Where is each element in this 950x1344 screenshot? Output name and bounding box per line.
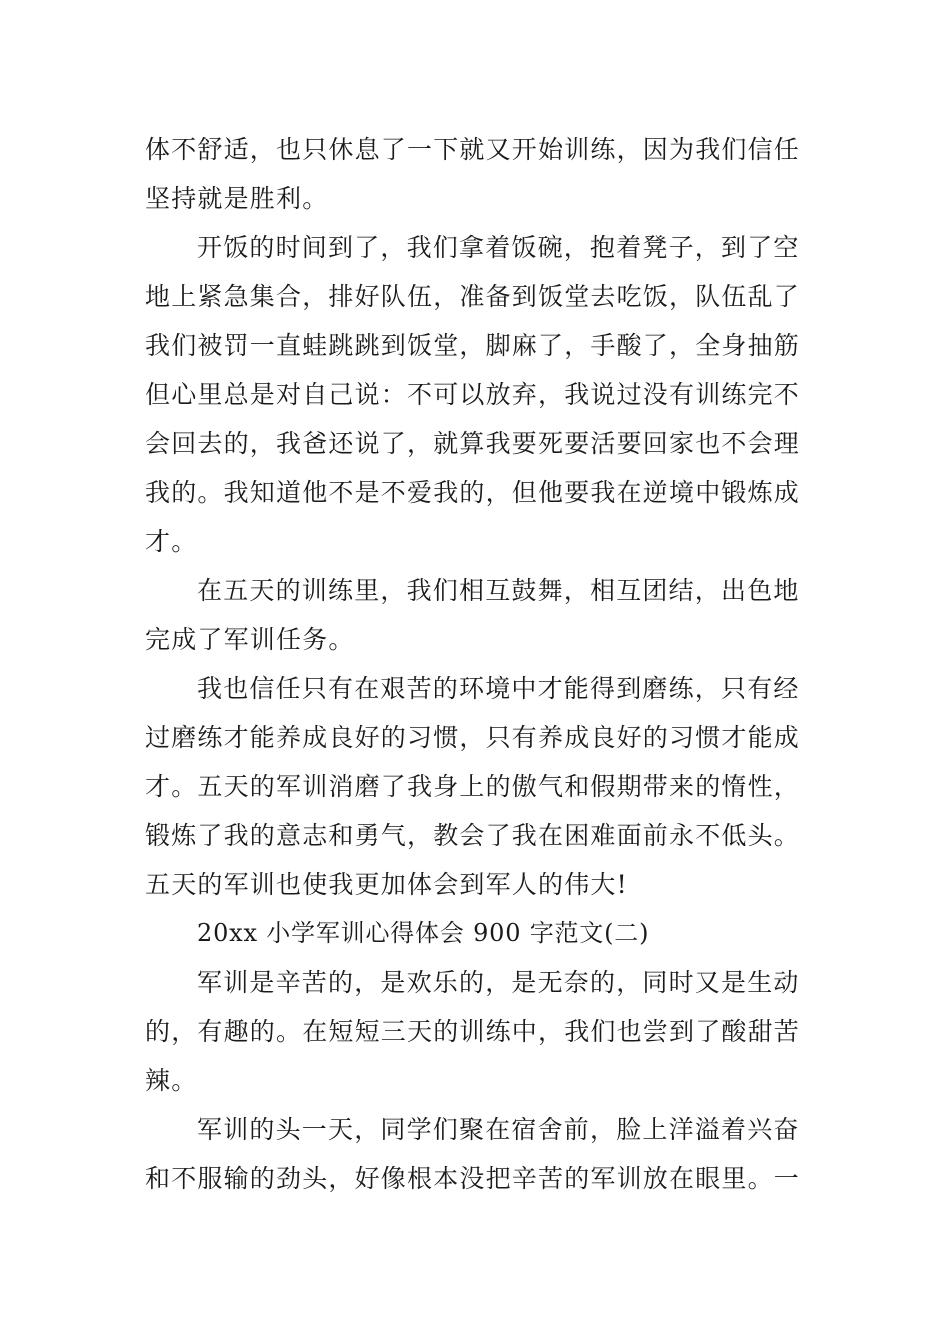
text-line: 和不服输的劲头，好像根本没把辛苦的军训放在眼里。一 bbox=[145, 1164, 801, 1193]
paragraph-first-line: 在五天的训练里，我们相互鼓舞，相互团结，出色地 bbox=[197, 576, 800, 605]
text-line: 地上紧急集合，排好队伍，准备到饭堂去吃饭，队伍乱了 bbox=[145, 282, 801, 311]
text-line: 体不舒适，也只休息了一下就又开始训练，因为我们信任 bbox=[145, 135, 801, 164]
paragraph-first-line: 军训是辛苦的，是欢乐的，是无奈的，同时又是生动 bbox=[197, 968, 800, 997]
text-line: 辣。 bbox=[145, 1066, 198, 1095]
paragraph-first-line: 我也信任只有在艰苦的环境中才能得到磨练，只有经 bbox=[197, 674, 800, 703]
paragraph-first-line: 军训的头一天，同学们聚在宿舍前，脸上洋溢着兴奋 bbox=[197, 1115, 800, 1144]
text-line: 我们被罚一直蛙跳跳到饭堂，脚麻了，手酸了，全身抽筋 bbox=[145, 331, 801, 360]
text-line: 会回去的，我爸还说了，就算我要死要活要回家也不会理 bbox=[145, 429, 801, 458]
text-line: 才。五天的军训消磨了我身上的傲气和假期带来的惰性， bbox=[145, 772, 801, 801]
text-line: 但心里总是对自己说：不可以放弃，我说过没有训练完不 bbox=[145, 380, 801, 409]
paragraph-first-line: 开饭的时间到了，我们拿着饭碗，抱着凳子，到了空 bbox=[197, 233, 800, 262]
text-line: 锻炼了我的意志和勇气，教会了我在困难面前永不低头。 bbox=[145, 821, 801, 850]
text-line: 五天的军训也使我更加体会到军人的伟大! bbox=[145, 870, 628, 899]
text-line: 过磨练才能养成良好的习惯，只有养成良好的习惯才能成 bbox=[145, 723, 801, 752]
text-line: 坚持就是胜利。 bbox=[145, 184, 329, 213]
section-heading: 20xx 小学军训心得体会 900 字范文(二) bbox=[197, 919, 650, 947]
document-body bbox=[145, 125, 807, 1203]
text-line: 我的。我知道他不是不爱我的，但他要我在逆境中锻炼成 bbox=[145, 478, 801, 507]
text-line: 完成了军训任务。 bbox=[145, 625, 355, 654]
text-line: 的，有趣的。在短短三天的训练中，我们也尝到了酸甜苦 bbox=[145, 1017, 801, 1046]
text-line: 才。 bbox=[145, 527, 198, 556]
